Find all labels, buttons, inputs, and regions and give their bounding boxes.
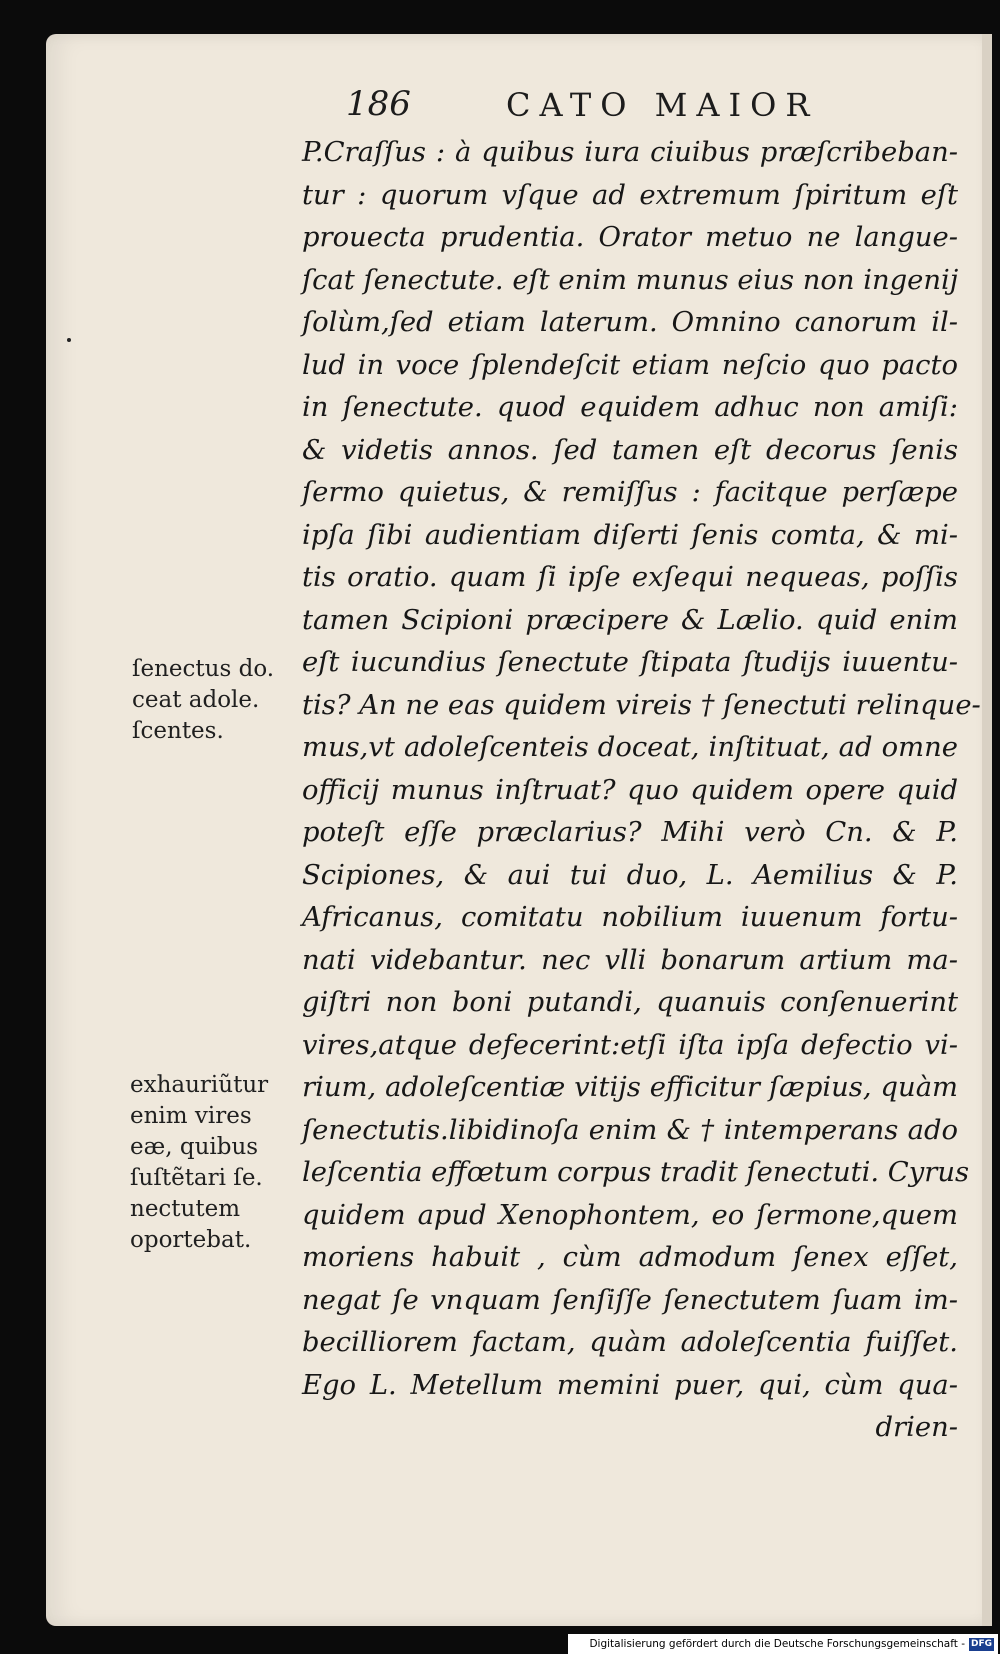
- text-line: ſenectutis.libidinoſa enim & † intemperans ado: [302, 1114, 958, 1146]
- text-line: officij munus inſtruat? quo quidem opere quid: [302, 774, 958, 806]
- text-line: rium, adoleſcentiæ vitijs efficitur ſæpius, quàm: [302, 1072, 958, 1103]
- page-header: [346, 84, 946, 132]
- text-line: drien-: [875, 1412, 958, 1443]
- text-line: & videtis annos. ſed tamen eſt decorus ſenis: [302, 434, 958, 466]
- text-line: becilliorem factam, quàm adoleſcentia fuiſſet.: [302, 1327, 958, 1358]
- margin-note-line: exhauriũtur: [130, 1072, 269, 1098]
- digitization-footer: [568, 1634, 998, 1654]
- text-line: prouecta prudentia. Orator metuo ne langue-: [302, 222, 958, 253]
- text-line: Africanus, comitatu nobilium iuuenum fortu-: [302, 902, 958, 933]
- text-line: negat ſe vnquam ſenſiſſe ſenectutem ſuam im-: [302, 1284, 958, 1316]
- page-number: 186: [346, 84, 411, 124]
- text-line: P.Craſſus : à quibus iura ciuibus præſcribeban-: [302, 137, 958, 168]
- text-line: Ego L. Metellum memini puer, qui, cùm qua-: [302, 1369, 958, 1401]
- text-line: vires,atque defecerint:etſi iſta ipſa defectio vi-: [302, 1029, 958, 1061]
- text-line: leſcentia effœtum corpus tradit ſenectuti. Cyrus: [302, 1157, 970, 1188]
- text-line: mus,vt adoleſcenteis doceat, inſtituat, ad omne: [302, 732, 958, 763]
- text-line: moriens habuit , cùm admodum ſenex eſſet,: [302, 1242, 958, 1273]
- margin-note-line: nectutem: [130, 1196, 241, 1222]
- text-line: ſermo quietus, & remiſſus : facitque perſæpe: [302, 477, 958, 508]
- margin-note-line: ſcentes.: [132, 718, 224, 744]
- margin-note-2: [130, 1070, 290, 1256]
- footer-credit: Digitalisierung gefördert durch die Deutsche Forschungsgemeinschaft -: [589, 1638, 965, 1650]
- margin-note-1: [132, 654, 292, 747]
- text-line: lud in voce ſplendeſcit etiam neſcio quo pacto: [302, 349, 958, 381]
- text-line: tamen Scipioni præcipere & Lælio. quid enim: [302, 604, 958, 636]
- margin-note-line: enim vires: [130, 1103, 252, 1129]
- text-line: ſolùm,ſed etiam laterum. Omnino canorum il-: [302, 307, 958, 338]
- text-line: poteſt eſſe præclarius? Mihi verò Cn. & P.: [302, 817, 958, 848]
- dfg-logo: DFG: [970, 1638, 992, 1649]
- text-line: tur : quorum vſque ad extremum ſpiritum eſt: [302, 179, 958, 211]
- main-text: [302, 132, 981, 1450]
- running-title: CATO MAIOR: [506, 86, 819, 124]
- margin-note-line: ſuſtẽtari ſe.: [130, 1165, 263, 1191]
- text-line: in ſenectute. quod equidem adhuc non amiſi:: [302, 392, 958, 423]
- text-line: giſtri non boni putandi, quanuis conſenuerint: [302, 987, 958, 1018]
- margin-note-line: ceat adole.: [132, 687, 260, 713]
- margin-note-line: eæ, quibus: [130, 1134, 259, 1160]
- text-line: nati videbantur. nec vlli bonarum artium ma-: [302, 944, 958, 976]
- text-line: Scipiones, & aui tui duo, L. Aemilius & P.: [302, 859, 958, 891]
- text-line: quidem apud Xenophontem, eo ſermone,quem: [302, 1199, 958, 1231]
- text-line: ſcat ſenectute. eſt enim munus eius non ingenij: [302, 264, 959, 296]
- margin-note-line: ſenectus do.: [132, 656, 275, 682]
- margin-note-line: oportebat.: [130, 1227, 252, 1253]
- text-line: tis? An ne eas quidem vireis † ſenectuti relinque-: [302, 689, 981, 721]
- text-line: eſt iucundius ſenectute ſtipata ſtudijs iuuentu-: [302, 647, 958, 678]
- text-line: tis oratio. quam ſi ipſe exſequi nequeas, poſſis: [302, 562, 958, 593]
- ink-speck: [67, 338, 71, 342]
- text-line: ipſa ſibi audientiam diſerti ſenis comta, & mi-: [302, 519, 958, 551]
